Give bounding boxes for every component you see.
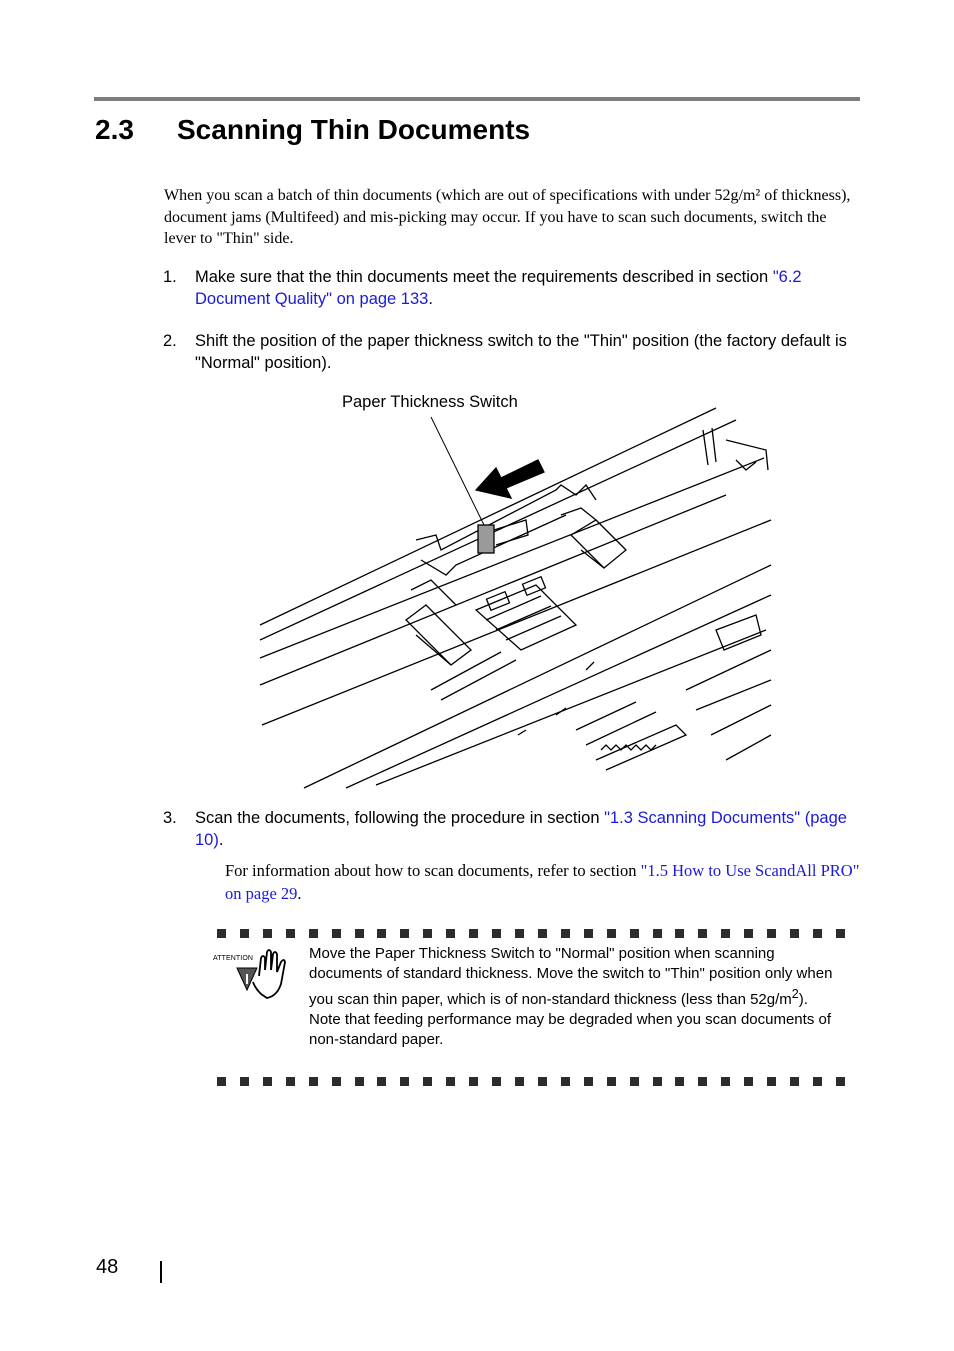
section-number: 2.3 (95, 114, 134, 145)
step-text: Shift the position of the paper thickness switch to the "Thin" position (the factory default is "Normal" position). (195, 332, 847, 372)
attention-bottom-border (217, 1077, 845, 1086)
step-number: 3. (163, 809, 177, 827)
step-text (195, 807, 855, 851)
attention-superscript: 2 (791, 987, 799, 1001)
sub-paragraph (225, 859, 865, 905)
attention-line-1 (309, 944, 849, 1010)
scanner-illustration (256, 390, 776, 790)
attention-hand-icon (211, 944, 295, 1004)
attention-label: ATTENTION (213, 955, 254, 962)
step-text-body: Scan the documents, following the procedure in section (195, 809, 605, 827)
step-text-body: Make sure that the thin documents meet the requirements described in section (195, 268, 773, 286)
step-number: 2. (163, 332, 177, 350)
figure-label: Paper Thickness Switch (342, 393, 518, 411)
sub-paragraph-body: For information about how to scan documents, refer to section (225, 861, 641, 880)
attention-line-1-body: Move the Paper Thickness Switch to "Normal" position when scanning documents of standard thickness. Move the switch to "Thin" position only when you scan thin paper, which is of non-standard thickness (less than 52g/m (309, 945, 833, 1008)
step-text (195, 266, 855, 310)
sub-paragraph-suffix: . (297, 884, 302, 903)
page-number: 48 (96, 1256, 119, 1278)
attention-line-2: Note that feeding performance may be degraded when you scan documents of non-standard paper. (309, 1011, 831, 1048)
step-text-suffix: . (428, 290, 433, 308)
top-rule (94, 97, 860, 101)
attention-line-1-end: ). (798, 991, 808, 1008)
attention-top-border (217, 929, 845, 938)
link-document-quality[interactable]: "6.2 Document Quality" on page 133 (195, 268, 802, 308)
step-text-suffix: . (218, 831, 224, 849)
section-heading (95, 114, 530, 146)
step-number: 1. (163, 268, 177, 286)
intro-paragraph: When you scan a batch of thin documents (which are out of specifications with under 52g/m² of thickness), document jams (Multifeed) and mis-picking may occur. If you have to scan such documents, switch the lever to "Thin" side. (164, 187, 851, 247)
page-number-divider (160, 1261, 162, 1283)
section-title: Scanning Thin Documents (177, 114, 531, 145)
link-scanning-documents[interactable]: "1.3 Scanning Documents" (page 10) (195, 809, 847, 849)
link-scandall-pro[interactable]: "1.5 How to Use ScandAll PRO" on page 29 (225, 861, 860, 903)
attention-text (309, 944, 849, 1050)
